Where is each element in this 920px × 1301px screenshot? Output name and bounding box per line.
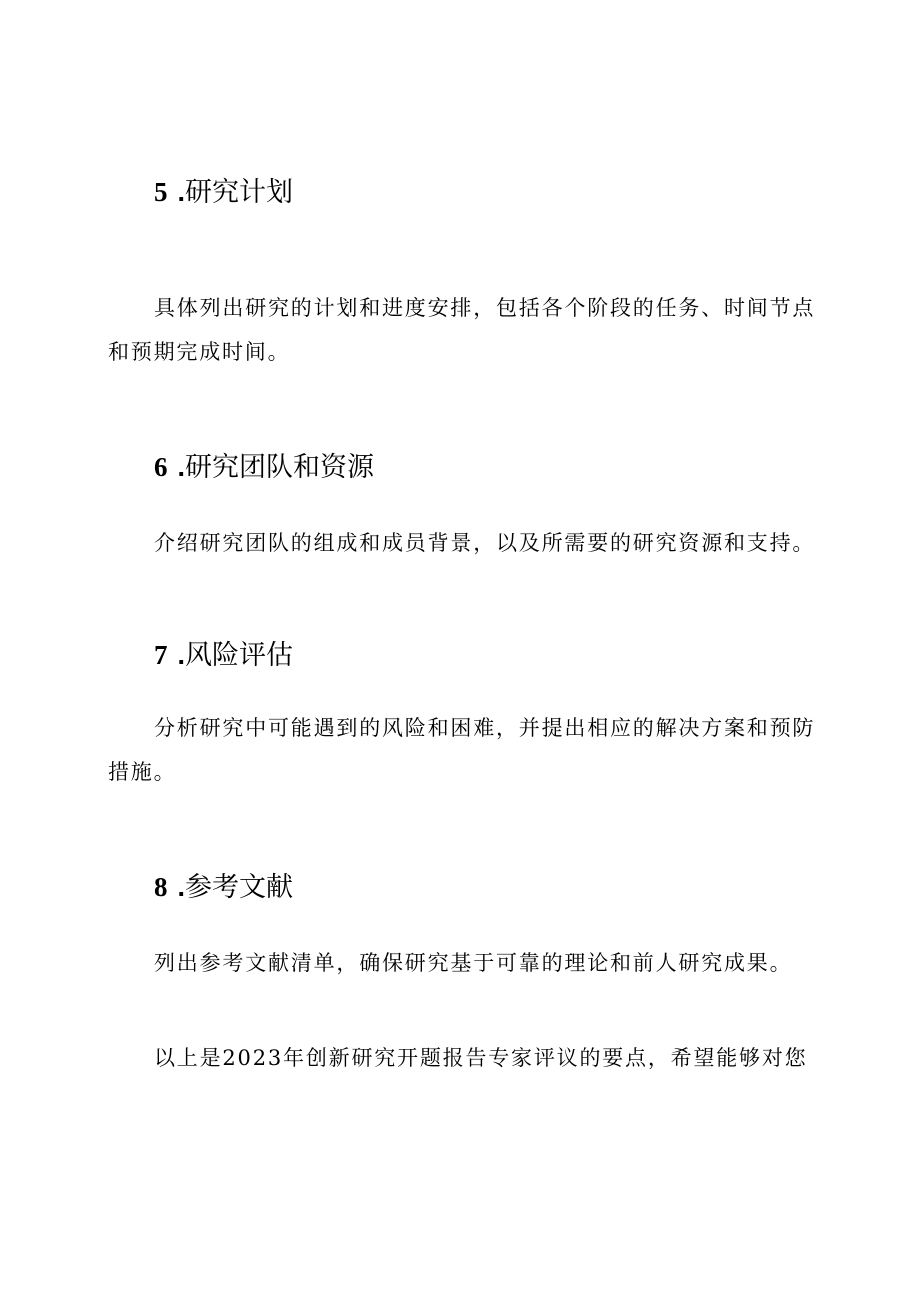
section-body-7: [108, 706, 816, 794]
body-line: 介绍研究团队的组成和成员背景，以及所需要的研究资源和支持。: [154, 531, 816, 555]
section-heading-8: [154, 870, 293, 905]
section-heading-7: [154, 638, 293, 673]
body-line: 分析研究中可能遇到的风险和困难，并提出相应的解决方案和预防: [154, 716, 816, 740]
section-separator: .: [177, 872, 186, 902]
section-body-8: [154, 941, 792, 985]
section-separator: .: [177, 640, 186, 670]
section-title: 研究计划: [185, 177, 294, 208]
body-line: 列出参考文献清单，确保研究基于可靠的理论和前人研究成果。: [154, 951, 793, 975]
section-title: 风险评估: [185, 640, 294, 671]
closing-paragraph: [154, 1036, 807, 1080]
section-body-5: [108, 286, 816, 374]
section-number: 6: [154, 452, 168, 482]
section-number: 8: [154, 872, 168, 902]
body-line: 具体列出研究的计划和进度安排，包括各个阶段的任务、时间节点: [154, 296, 816, 320]
closing-line: 以上是2023年创新研究开题报告专家评议的要点，希望能够对您: [154, 1046, 808, 1070]
body-line: 和预期完成时间。: [108, 340, 291, 364]
section-heading-5: [154, 175, 293, 210]
body-line: 措施。: [108, 760, 177, 784]
section-separator: .: [177, 452, 186, 482]
section-number: 7: [154, 640, 168, 670]
section-body-6: [154, 521, 815, 565]
section-separator: .: [177, 177, 186, 207]
section-heading-6: [154, 450, 374, 485]
section-title: 研究团队和资源: [185, 452, 375, 483]
section-title: 参考文献: [185, 872, 294, 903]
section-number: 5: [154, 177, 168, 207]
